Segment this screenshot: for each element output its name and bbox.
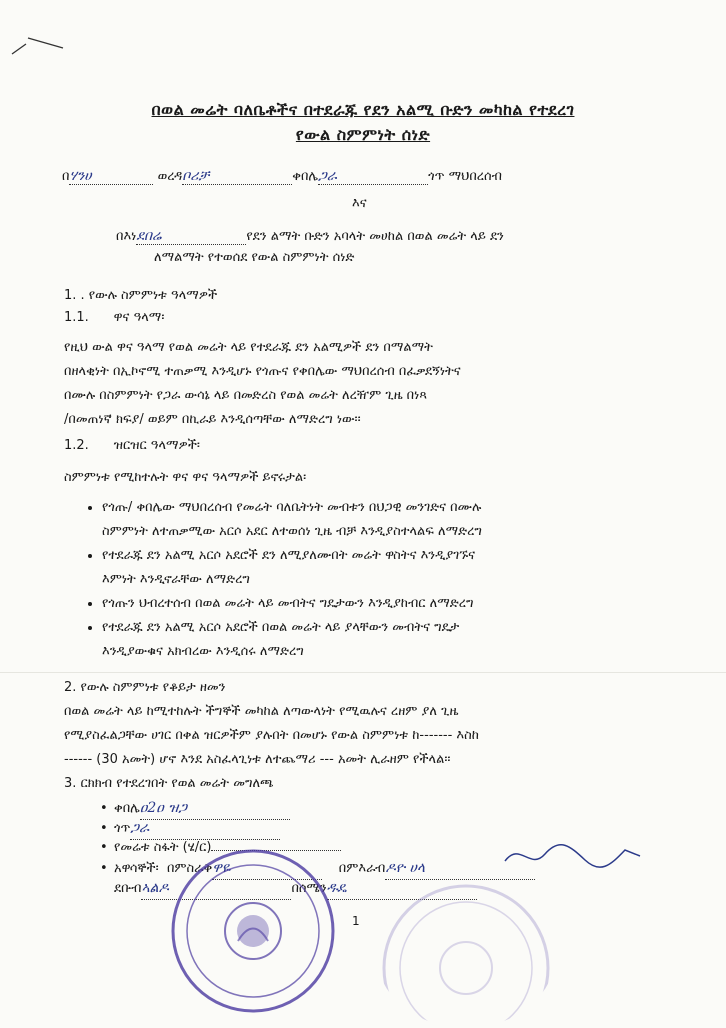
paper-fold-line <box>0 672 726 673</box>
section1-2-number: 1.2. <box>64 438 89 453</box>
group-text: የደን ልማት ቡድን አባላት መሀከል በወል መሬት ላይ ደን <box>246 229 504 244</box>
prefix-label: በ <box>62 169 70 184</box>
section1-heading: 1. . የውሉ ስምምነቱ ዓላማዎች <box>64 288 218 303</box>
list-item: • የጎጡን ህብረተሰብ በወል መሬት ላይ መብትና ግዴታውን እንዲያከብር ለማድረግ <box>102 592 692 616</box>
got-row: • ጎጥጋራ <box>100 818 535 838</box>
kebele-row: • ቀበሌዐ2ዐ ዝጋ <box>100 798 535 818</box>
group-text-line2: ለማልማት የተወሰደ የውል ስምምነት ሰነድ <box>154 250 355 265</box>
south-label: ደቡብ <box>114 881 142 896</box>
kebele-handwriting: ጋራ <box>318 168 337 184</box>
faded-stamp-seal <box>376 878 556 1028</box>
paragraph-line: የዚህ ውል ዋና ዓላማ የወል መሬት ላይ የተደራጁ ደን አልሚዎች ደን በማልማት <box>64 340 433 355</box>
section1-1-paragraph <box>64 336 664 432</box>
zone-field <box>69 168 153 185</box>
west-handwriting: ዶዮ ሀላ <box>385 860 425 876</box>
east-handwriting: ዋዬ <box>212 860 231 876</box>
kebele-value-handwriting: ዐ2ዐ ዝጋ <box>139 800 187 816</box>
got-value <box>130 818 280 840</box>
area-field-label: የመሬቱ ስፋት (ሄ/ር) <box>114 840 212 855</box>
zone-handwriting: ሃንሀ <box>69 168 92 184</box>
neighbors-row: • አዋሳኞች፡ በምስራቅዋዬ በምእራብዶዮ ሀላ <box>100 858 535 878</box>
worda-label: ወረዳ <box>157 169 183 184</box>
list-item: • የጎጡ/ ቀበሌው ማህበረሰብ የመሬት ባለቤትነት መብቱን በህጋዊ መንገድና በሙሉ <box>102 496 692 520</box>
paragraph-line: የሚያስፈልጋቸው ሀገር በቀል ዝርዎችም ያሉበት በመሆኑ የውል ስምምነቱ ከ------- እስከ <box>64 728 479 743</box>
list-item-continuation: እንዲያውቁና አክብረው እንዲሰሩ ለማድረግ <box>102 644 304 659</box>
paragraph-line: በሙሉ በስምምነት የጋራ ውሳኔ ላይ በመድረስ የወል መሬት ለረዥም ጊዜ በነጻ <box>64 388 428 403</box>
area-row: • የመሬቱ ስፋት (ሄ/ር) <box>100 838 535 858</box>
east-label: በምስራቅ <box>166 861 213 876</box>
neighbors-label: አዋሳኞች፡ <box>114 861 159 876</box>
worda-field <box>182 168 292 185</box>
paragraph-line: ------ (30 አመት) ሆኖ እንደ አስፈላጊነቱ ለተጨማሪ --- አመት ሊራዘም የችላል፡፡ <box>64 752 451 767</box>
official-stamp-seal <box>168 846 338 1016</box>
paragraph-line: በወል መሬት ላይ ከሚተከሉት ችግኞች መካከል ለጣውላነት የሚዉሉና ረዘም ያለ ጊዜ <box>64 704 459 719</box>
section2-paragraph <box>64 700 664 772</box>
list-item: • የተደራጁ ደን አልሚ አርሶ አደሮች በወል መሬት ላይ ያላቸውን መብትና ግዴታ <box>102 616 692 640</box>
south-handwriting: ኣልዶ <box>141 880 169 896</box>
page-number: 1 <box>352 914 360 928</box>
section1-2-title: ዝርዝር ዓላማዎች፡ <box>113 438 200 453</box>
objectives-list <box>80 496 692 664</box>
document-title-line2: የውል ስምምነት ሰነድ <box>295 125 431 144</box>
parties-line <box>62 168 502 185</box>
document-title-line1: በወል መሬት ባለቤቶችና በተደራጁ የደን አልሚ ቡድን መካከል የተደረገ <box>151 100 575 119</box>
list-item-continuation: እምነት እንዲኖራቸው ለማድረግ <box>102 572 250 587</box>
paragraph-line: በዘላቂነት በኢኮኖሚ ተጠቃሚ እንዲሆኑ የጎጡና የቀበሌው ማህበረሰብ በፈቃደኝነትና <box>64 364 461 379</box>
north-label: በሰሜን <box>291 881 327 896</box>
west-label: በምእራብ <box>338 861 386 876</box>
section2-heading: 2. የውሉ ስምምነቱ የቆይታ ዘመን <box>64 680 226 695</box>
section3-heading: 3. ርክክብ የተደረገበት የወል መሬት መግለጫ <box>64 776 274 791</box>
worda-handwriting: ቦሪቻ <box>182 168 210 184</box>
section1-1-number: 1.1. <box>64 310 89 325</box>
group-line <box>116 228 504 245</box>
list-item: • የተደራጁ ደን አልሚ አርሶ አደሮች ደን ለሚያለሙበት መሬት ዋስትና እንዲያገኙና <box>102 544 692 568</box>
list-item-continuation: ስምምነት ለተጠቃሚው አርሶ አደር ለተወሰነ ጊዜ ብቻ እንዲያስተላልፍ ለማድረግ <box>102 524 482 539</box>
kebele-field <box>318 168 428 185</box>
kebele-field-label: ቀበሌ <box>114 801 140 816</box>
handwritten-signature <box>500 836 650 876</box>
kebele-value <box>140 798 290 820</box>
section1-1-heading <box>64 310 164 325</box>
section1-1-title: ዋና ዓላማ፡ <box>113 310 165 325</box>
community-label: ጎጥ ማህበረሰብ <box>428 169 503 184</box>
paragraph-line: /በመጠነኛ ክፍያ/ ወይም በኪራይ እንዲሰጣቸው ለማድረግ ነው፡፡ <box>64 412 361 427</box>
section1-2-heading <box>64 438 200 453</box>
and-word: እና <box>352 196 367 211</box>
got-value-handwriting: ጋራ <box>130 820 150 836</box>
section1-2-intro: ስምምነቱ የሚከተሉት ዋና ዋና ዓላማዎች ይኖሩታል፡ <box>64 470 307 485</box>
pen-mark <box>8 30 68 60</box>
got-field-label: ጎጥ <box>114 821 131 836</box>
north-handwriting: ዱዴ <box>326 880 347 896</box>
kebele-label: ቀበሌ <box>292 169 319 184</box>
group-name-field <box>136 228 246 245</box>
group-name-handwriting: ደበሬ <box>136 228 162 244</box>
between-label: በእነ <box>116 229 137 244</box>
